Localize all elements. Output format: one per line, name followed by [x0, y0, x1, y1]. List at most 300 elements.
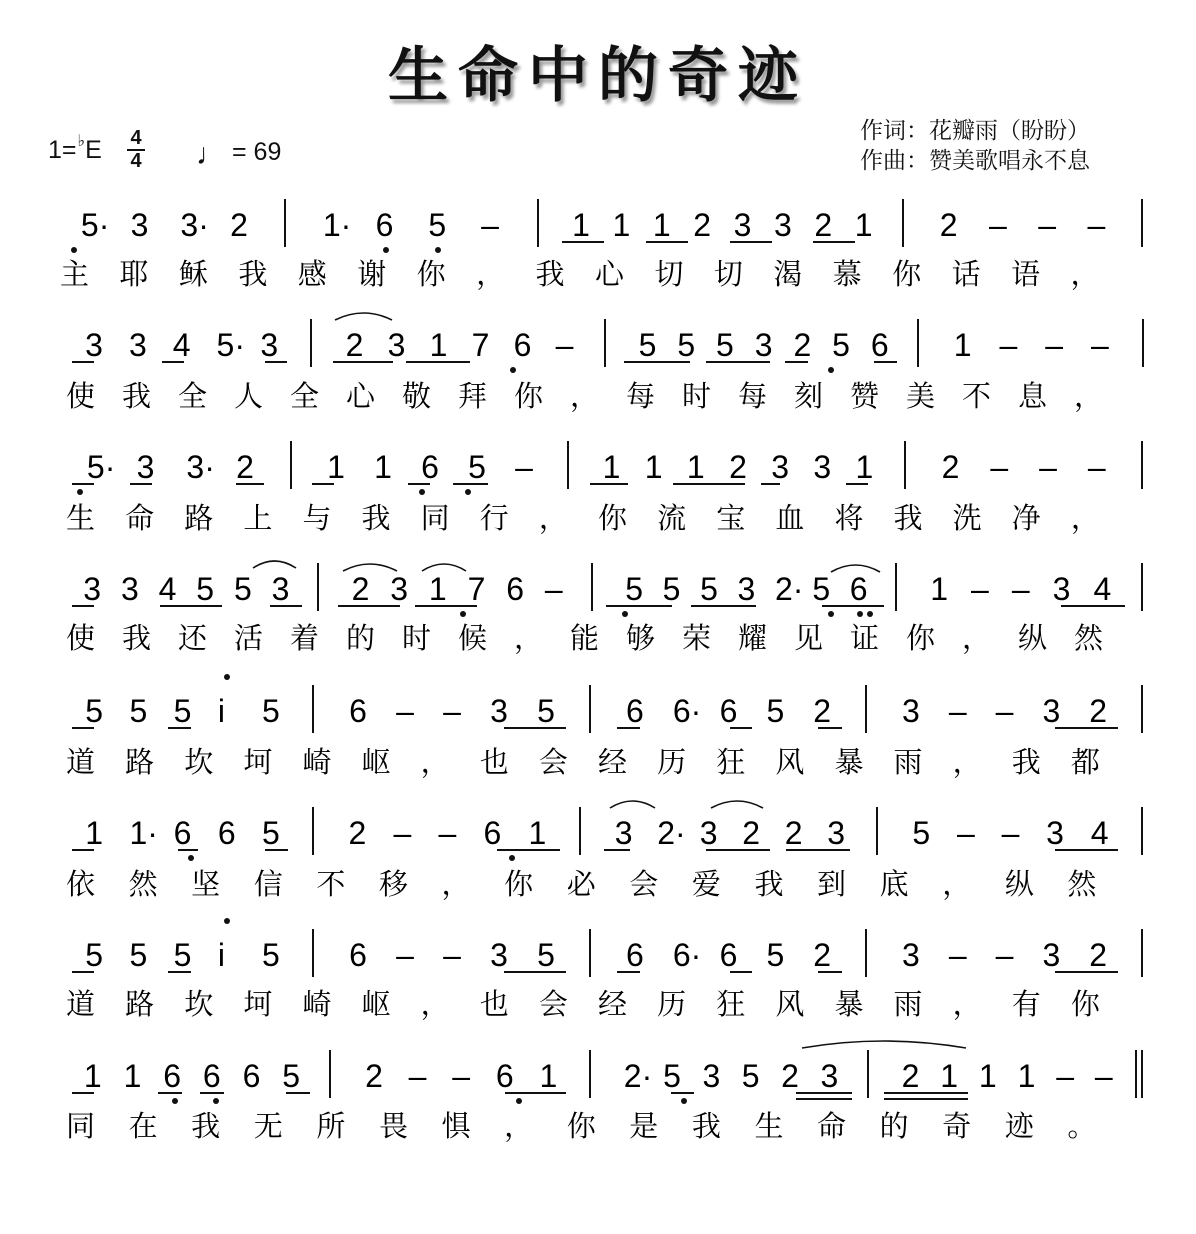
note: 5: [129, 937, 148, 973]
lyric-char: 到: [817, 867, 847, 901]
dash-note: –: [990, 449, 1009, 485]
lyricist-credit: 作词：花瓣雨（盼盼）: [860, 118, 1090, 144]
dash-note: –: [999, 327, 1018, 363]
note: 5: [262, 693, 280, 729]
lyric-char: 心: [346, 379, 376, 413]
note: 2: [793, 327, 812, 363]
note: 3: [1042, 937, 1061, 973]
lyric-char: 使: [66, 621, 96, 655]
note: 2: [813, 937, 832, 973]
note: 1: [930, 571, 949, 607]
lyric-char: 都: [1070, 745, 1100, 779]
note: 6: [719, 693, 738, 729]
lyric-char: 美: [906, 379, 936, 413]
low-octave-dot: [516, 1098, 522, 1104]
lyric-char: 然: [128, 867, 158, 901]
note: 5: [638, 327, 657, 363]
dash-note: –: [956, 815, 975, 851]
note: 2: [230, 207, 248, 243]
note: 6·: [672, 937, 702, 973]
note: 2: [813, 693, 832, 729]
dash-note: –: [396, 937, 414, 973]
lyric-char: 洗: [952, 501, 982, 535]
dash-note: –: [443, 693, 461, 729]
lyric-char: 经: [598, 745, 628, 779]
note: 6: [349, 937, 367, 973]
lyric-char: 生: [754, 1109, 784, 1143]
note: 3: [733, 207, 752, 243]
lyric-char: 崎: [302, 987, 332, 1021]
lyric-char: 我: [754, 867, 784, 901]
lyric-char: 上: [243, 501, 273, 535]
note: 5: [129, 693, 148, 729]
lyric-char: 狂: [716, 745, 746, 779]
note: 1: [528, 815, 547, 851]
note: 6: [870, 327, 889, 363]
note: 5: [663, 1058, 681, 1094]
lyric-char: 敬: [402, 379, 432, 413]
slur: [422, 564, 466, 571]
lyric-char: 我: [122, 621, 152, 655]
note: 1: [85, 815, 104, 851]
lyric-char: ，: [570, 379, 600, 413]
note: 5·: [80, 207, 110, 243]
lyric-char: 路: [125, 987, 155, 1021]
note: 5: [468, 449, 486, 485]
note: 1: [644, 449, 663, 485]
lyric-char: 风: [775, 987, 805, 1021]
low-octave-dot: [77, 489, 83, 495]
lyric-char: 坷: [243, 745, 273, 779]
lyric-char: 必: [566, 867, 596, 901]
lyric-char: 也: [479, 745, 509, 779]
note: 2: [348, 815, 367, 851]
note: 2: [351, 571, 370, 607]
lyric-char: 稣: [178, 257, 208, 291]
note: 1·: [129, 815, 158, 851]
note: 3: [771, 449, 790, 485]
lyric-char: 狂: [716, 987, 746, 1021]
lyric-char: 信: [253, 867, 283, 901]
lyric-char: 你: [504, 867, 534, 901]
lyric-char: 爱: [691, 867, 721, 901]
note: 3: [387, 327, 406, 363]
note: 2: [814, 207, 833, 243]
dash-note: –: [1038, 207, 1057, 243]
note: 3·: [186, 449, 215, 485]
note: 7: [471, 327, 490, 363]
lyric-char: 你: [892, 257, 922, 291]
note: 3: [902, 693, 920, 729]
note: 6: [173, 815, 192, 851]
lyric-char: 命: [125, 501, 155, 535]
dash-note: –: [1045, 327, 1064, 363]
dash-note: –: [443, 937, 461, 973]
note: 3: [813, 449, 832, 485]
lyric-char: 你: [1070, 987, 1100, 1021]
note: 5: [537, 693, 555, 729]
note: 3: [902, 937, 920, 973]
note: 1: [327, 449, 345, 485]
lyric-char: 无: [253, 1109, 283, 1143]
song-title: 生命中的奇迹: [388, 41, 808, 111]
dash-note: –: [544, 571, 563, 607]
note: 2: [901, 1058, 920, 1094]
dash-note: –: [995, 937, 1014, 973]
note: 2: [781, 1058, 799, 1094]
lyric-char: 你: [566, 1109, 596, 1143]
high-octave-dot: [224, 918, 230, 924]
flat-sign: ♭: [77, 133, 86, 150]
low-octave-dot: [460, 611, 466, 617]
note: 1: [602, 449, 621, 485]
note: 2: [236, 449, 254, 485]
note: 4: [158, 571, 177, 607]
lyric-char: 我: [122, 379, 152, 413]
dash-note: –: [1090, 327, 1109, 363]
lyric-char: 坎: [184, 987, 214, 1021]
note: 5: [766, 693, 785, 729]
low-octave-dot: [509, 855, 515, 861]
lyric-char: 迹: [1004, 1109, 1034, 1143]
note: 1: [428, 571, 447, 607]
low-octave-dot: [188, 855, 194, 861]
note: 3: [120, 571, 139, 607]
low-octave-dot: [828, 611, 834, 617]
note: 2: [939, 207, 958, 243]
note: 6: [202, 1058, 221, 1094]
dash-note: –: [452, 1058, 471, 1094]
lyric-char: 净: [1011, 501, 1041, 535]
lyric-char: 历: [657, 745, 687, 779]
note: 3: [490, 693, 508, 729]
note: 7: [467, 571, 486, 607]
lyric-char: 话: [951, 257, 981, 291]
lyric-char: 荣: [682, 621, 712, 655]
lyric-char: 见: [794, 621, 824, 655]
note: 1: [855, 449, 874, 485]
composer-credit: 作曲：赞美歌唱永不息: [860, 148, 1090, 174]
lyric-char: 畏: [378, 1109, 408, 1143]
lyric-char: 是: [629, 1109, 659, 1143]
time-signature-bottom: 4: [130, 150, 142, 172]
note: 5·: [86, 449, 116, 485]
lyric-char: 赞: [850, 379, 880, 413]
note: 5: [537, 937, 555, 973]
note: 2: [693, 207, 712, 243]
dash-note: –: [948, 693, 967, 729]
lyric-char: 暴: [834, 987, 864, 1021]
lyric-char: 你: [514, 379, 544, 413]
lyric-char: 人: [234, 379, 264, 413]
lyric-char: 雨: [893, 987, 923, 1021]
lyric-char: ，: [441, 867, 471, 901]
lyric-char: ，: [1070, 257, 1100, 291]
note: 3: [490, 937, 508, 973]
low-octave-dot: [465, 489, 471, 495]
lyric-char: 我: [361, 501, 391, 535]
lyric-char: ，: [476, 257, 506, 291]
low-octave-dot: [622, 611, 628, 617]
lyric-char: 你: [416, 257, 446, 291]
note: 5: [662, 571, 681, 607]
lyric-char: 的: [879, 1109, 909, 1143]
note: 1: [429, 327, 448, 363]
lyric-char: 道: [66, 987, 96, 1021]
lyric-char: 奇: [942, 1109, 972, 1143]
note: 1: [686, 449, 705, 485]
note: 1: [1017, 1058, 1036, 1094]
note: 2: [729, 449, 747, 485]
note: 4: [172, 327, 191, 363]
dash-note: –: [1011, 571, 1030, 607]
note: 3: [128, 327, 147, 363]
lyric-char: 时: [402, 621, 432, 655]
note: i: [217, 693, 225, 729]
low-octave-dot: [435, 247, 441, 253]
tempo-value: = 69: [232, 138, 282, 166]
low-octave-dot: [681, 1098, 687, 1104]
note: 5·: [216, 327, 245, 363]
slur: [253, 561, 296, 568]
note: 5: [233, 571, 252, 607]
lyric-char: 耶: [119, 257, 149, 291]
lyric-char: 坷: [243, 987, 273, 1021]
dash-note: –: [408, 1058, 427, 1094]
key-letter: E: [85, 136, 102, 164]
dash-note: –: [989, 207, 1007, 243]
lyric-char: 风: [775, 745, 805, 779]
note: 4: [1090, 815, 1109, 851]
lyric-char: ，: [420, 745, 450, 779]
note: 6: [506, 571, 525, 607]
note: 6: [626, 937, 644, 973]
lyric-char: 每: [626, 379, 656, 413]
slur: [343, 564, 397, 571]
lyric-char: 会: [629, 867, 659, 901]
dash-note: –: [948, 937, 967, 973]
lyric-char: 我: [1011, 745, 1041, 779]
lyric-char: 我: [238, 257, 268, 291]
lyric-char: 候: [458, 621, 488, 655]
low-octave-dot: [383, 247, 389, 253]
note: 2: [784, 815, 803, 851]
lyric-char: 同: [66, 1109, 96, 1143]
note: 3: [136, 449, 155, 485]
lyric-char: 能: [570, 621, 600, 655]
lyric-char: 移: [378, 867, 408, 901]
lyric-char: 语: [1011, 257, 1041, 291]
lyric-char: 我: [893, 501, 923, 535]
lyric-char: 岖: [361, 987, 391, 1021]
lyric-char: 的: [346, 621, 376, 655]
lyric-char: 流: [657, 501, 687, 535]
note: 5: [832, 327, 850, 363]
lyric-char: 同: [420, 501, 450, 535]
note: 2·: [623, 1058, 653, 1094]
lyric-char: 刻: [794, 379, 824, 413]
note: 2: [941, 449, 960, 485]
note: 3: [702, 1058, 721, 1094]
note: 6: [719, 937, 738, 973]
lyric-char: 。: [1067, 1109, 1097, 1143]
note: 2: [1089, 693, 1108, 729]
note: 1: [940, 1058, 959, 1094]
lyric-char: 崎: [302, 745, 332, 779]
lyric-char: ，: [504, 1109, 534, 1143]
slur: [335, 313, 392, 320]
note: 5: [677, 327, 696, 363]
dash-note: –: [515, 449, 533, 485]
note: 6: [849, 571, 868, 607]
note: 1·: [322, 207, 352, 243]
note: 6·: [672, 693, 702, 729]
note: 1: [83, 1058, 102, 1094]
low-octave-dot: [213, 1098, 219, 1104]
note: 3: [754, 327, 773, 363]
note: 2: [345, 327, 364, 363]
time-signature-top: 4: [130, 127, 142, 149]
lyric-char: 渴: [773, 257, 803, 291]
lyric-char: 将: [834, 501, 864, 535]
note: 3: [1052, 571, 1071, 607]
lyric-char: ，: [1074, 379, 1104, 413]
lyric-char: 经: [598, 987, 628, 1021]
lyric-char: 慕: [832, 257, 862, 291]
note: 3: [85, 327, 103, 363]
lyric-char: 惧: [441, 1109, 471, 1143]
note: 5: [196, 571, 215, 607]
note: 6: [483, 815, 502, 851]
lyric-char: 你: [598, 501, 628, 535]
lyric-char: 坎: [184, 745, 214, 779]
note: 6: [513, 327, 532, 363]
lyric-char: ，: [952, 745, 982, 779]
lyric-char: 依: [66, 867, 96, 901]
dash-note: –: [1094, 1058, 1113, 1094]
lyric-char: 血: [775, 501, 805, 535]
lyric-char: 纵: [1004, 867, 1034, 901]
note: 5: [85, 693, 104, 729]
note: 2·: [657, 815, 686, 851]
note: 6: [626, 693, 644, 729]
lyric-char: 所: [316, 1109, 346, 1143]
note: 5: [766, 937, 785, 973]
lyric-char: 宝: [716, 501, 746, 535]
dash-note: –: [438, 815, 457, 851]
lyric-char: 生: [66, 501, 96, 535]
dash-note: –: [1056, 1058, 1075, 1094]
lyric-char: 切: [654, 257, 684, 291]
note: 1: [123, 1058, 142, 1094]
lyric-char: 也: [479, 987, 509, 1021]
low-octave-dot: [510, 367, 516, 373]
lyric-char: 纵: [1018, 621, 1048, 655]
lyric-char: 全: [178, 379, 208, 413]
dash-note: –: [995, 693, 1014, 729]
note: 6: [421, 449, 439, 485]
low-octave-dot: [857, 611, 863, 617]
note: 4: [1093, 571, 1112, 607]
low-octave-dot: [419, 489, 425, 495]
lyric-char: 证: [850, 621, 880, 655]
dash-note: –: [396, 693, 414, 729]
lyric-char: 历: [657, 987, 687, 1021]
high-octave-dot: [224, 674, 230, 680]
lyric-char: 活: [234, 621, 264, 655]
lyric-char: 路: [125, 745, 155, 779]
low-octave-dot: [172, 1098, 178, 1104]
note: 3: [271, 571, 290, 607]
lyric-char: 主: [60, 257, 90, 291]
note: 6: [349, 693, 367, 729]
note: 6: [217, 815, 236, 851]
note: 3: [130, 207, 149, 243]
lyric-char: 会: [538, 987, 568, 1021]
dash-note: –: [1001, 815, 1020, 851]
low-octave-dot: [867, 611, 873, 617]
lyric-char: ，: [538, 501, 568, 535]
note: 3: [1046, 815, 1064, 851]
lyric-char: 坚: [191, 867, 221, 901]
note: 3: [83, 571, 102, 607]
lyric-char: 行: [479, 501, 509, 535]
note: 6: [495, 1058, 514, 1094]
lyric-char: 命: [817, 1109, 847, 1143]
lyric-char: 你: [906, 621, 936, 655]
note: 3: [1042, 693, 1061, 729]
note: 5: [700, 571, 718, 607]
lyric-char: 底: [879, 867, 909, 901]
lyric-char: 息: [1018, 379, 1048, 413]
quarter-note-icon: ♩: [196, 138, 226, 171]
lyric-char: 全: [290, 379, 320, 413]
lyric-char: 暴: [834, 745, 864, 779]
key-prefix: 1=: [48, 136, 77, 164]
lyric-char: ，: [1070, 501, 1100, 535]
dash-note: –: [971, 571, 989, 607]
note: 3: [773, 207, 792, 243]
note: 2: [742, 815, 761, 851]
lyric-char: 然: [1074, 621, 1104, 655]
note: 1: [539, 1058, 558, 1094]
note: 3·: [180, 207, 209, 243]
dash-note: –: [1039, 449, 1057, 485]
note: 2·: [774, 571, 804, 607]
note: 5: [741, 1058, 760, 1094]
lyric-char: ，: [942, 867, 972, 901]
lyric-char: 使: [66, 379, 96, 413]
note: 3: [699, 815, 718, 851]
note: 6: [163, 1058, 182, 1094]
note: 5: [282, 1058, 301, 1094]
lyric-char: 有: [1011, 987, 1041, 1021]
lyric-char: 不: [316, 867, 346, 901]
note: 5: [625, 571, 644, 607]
note: 2: [1089, 937, 1108, 973]
lyric-char: 雨: [893, 745, 923, 779]
lyric-char: 时: [682, 379, 712, 413]
note: 3: [614, 815, 633, 851]
lyric-char: 与: [302, 501, 332, 535]
slur: [802, 1041, 966, 1048]
note: 1: [953, 327, 972, 363]
note: 5: [912, 815, 931, 851]
dash-note: –: [1087, 449, 1106, 485]
lyric-char: 我: [535, 257, 565, 291]
note: 2: [365, 1058, 383, 1094]
lyric-char: ，: [962, 621, 992, 655]
